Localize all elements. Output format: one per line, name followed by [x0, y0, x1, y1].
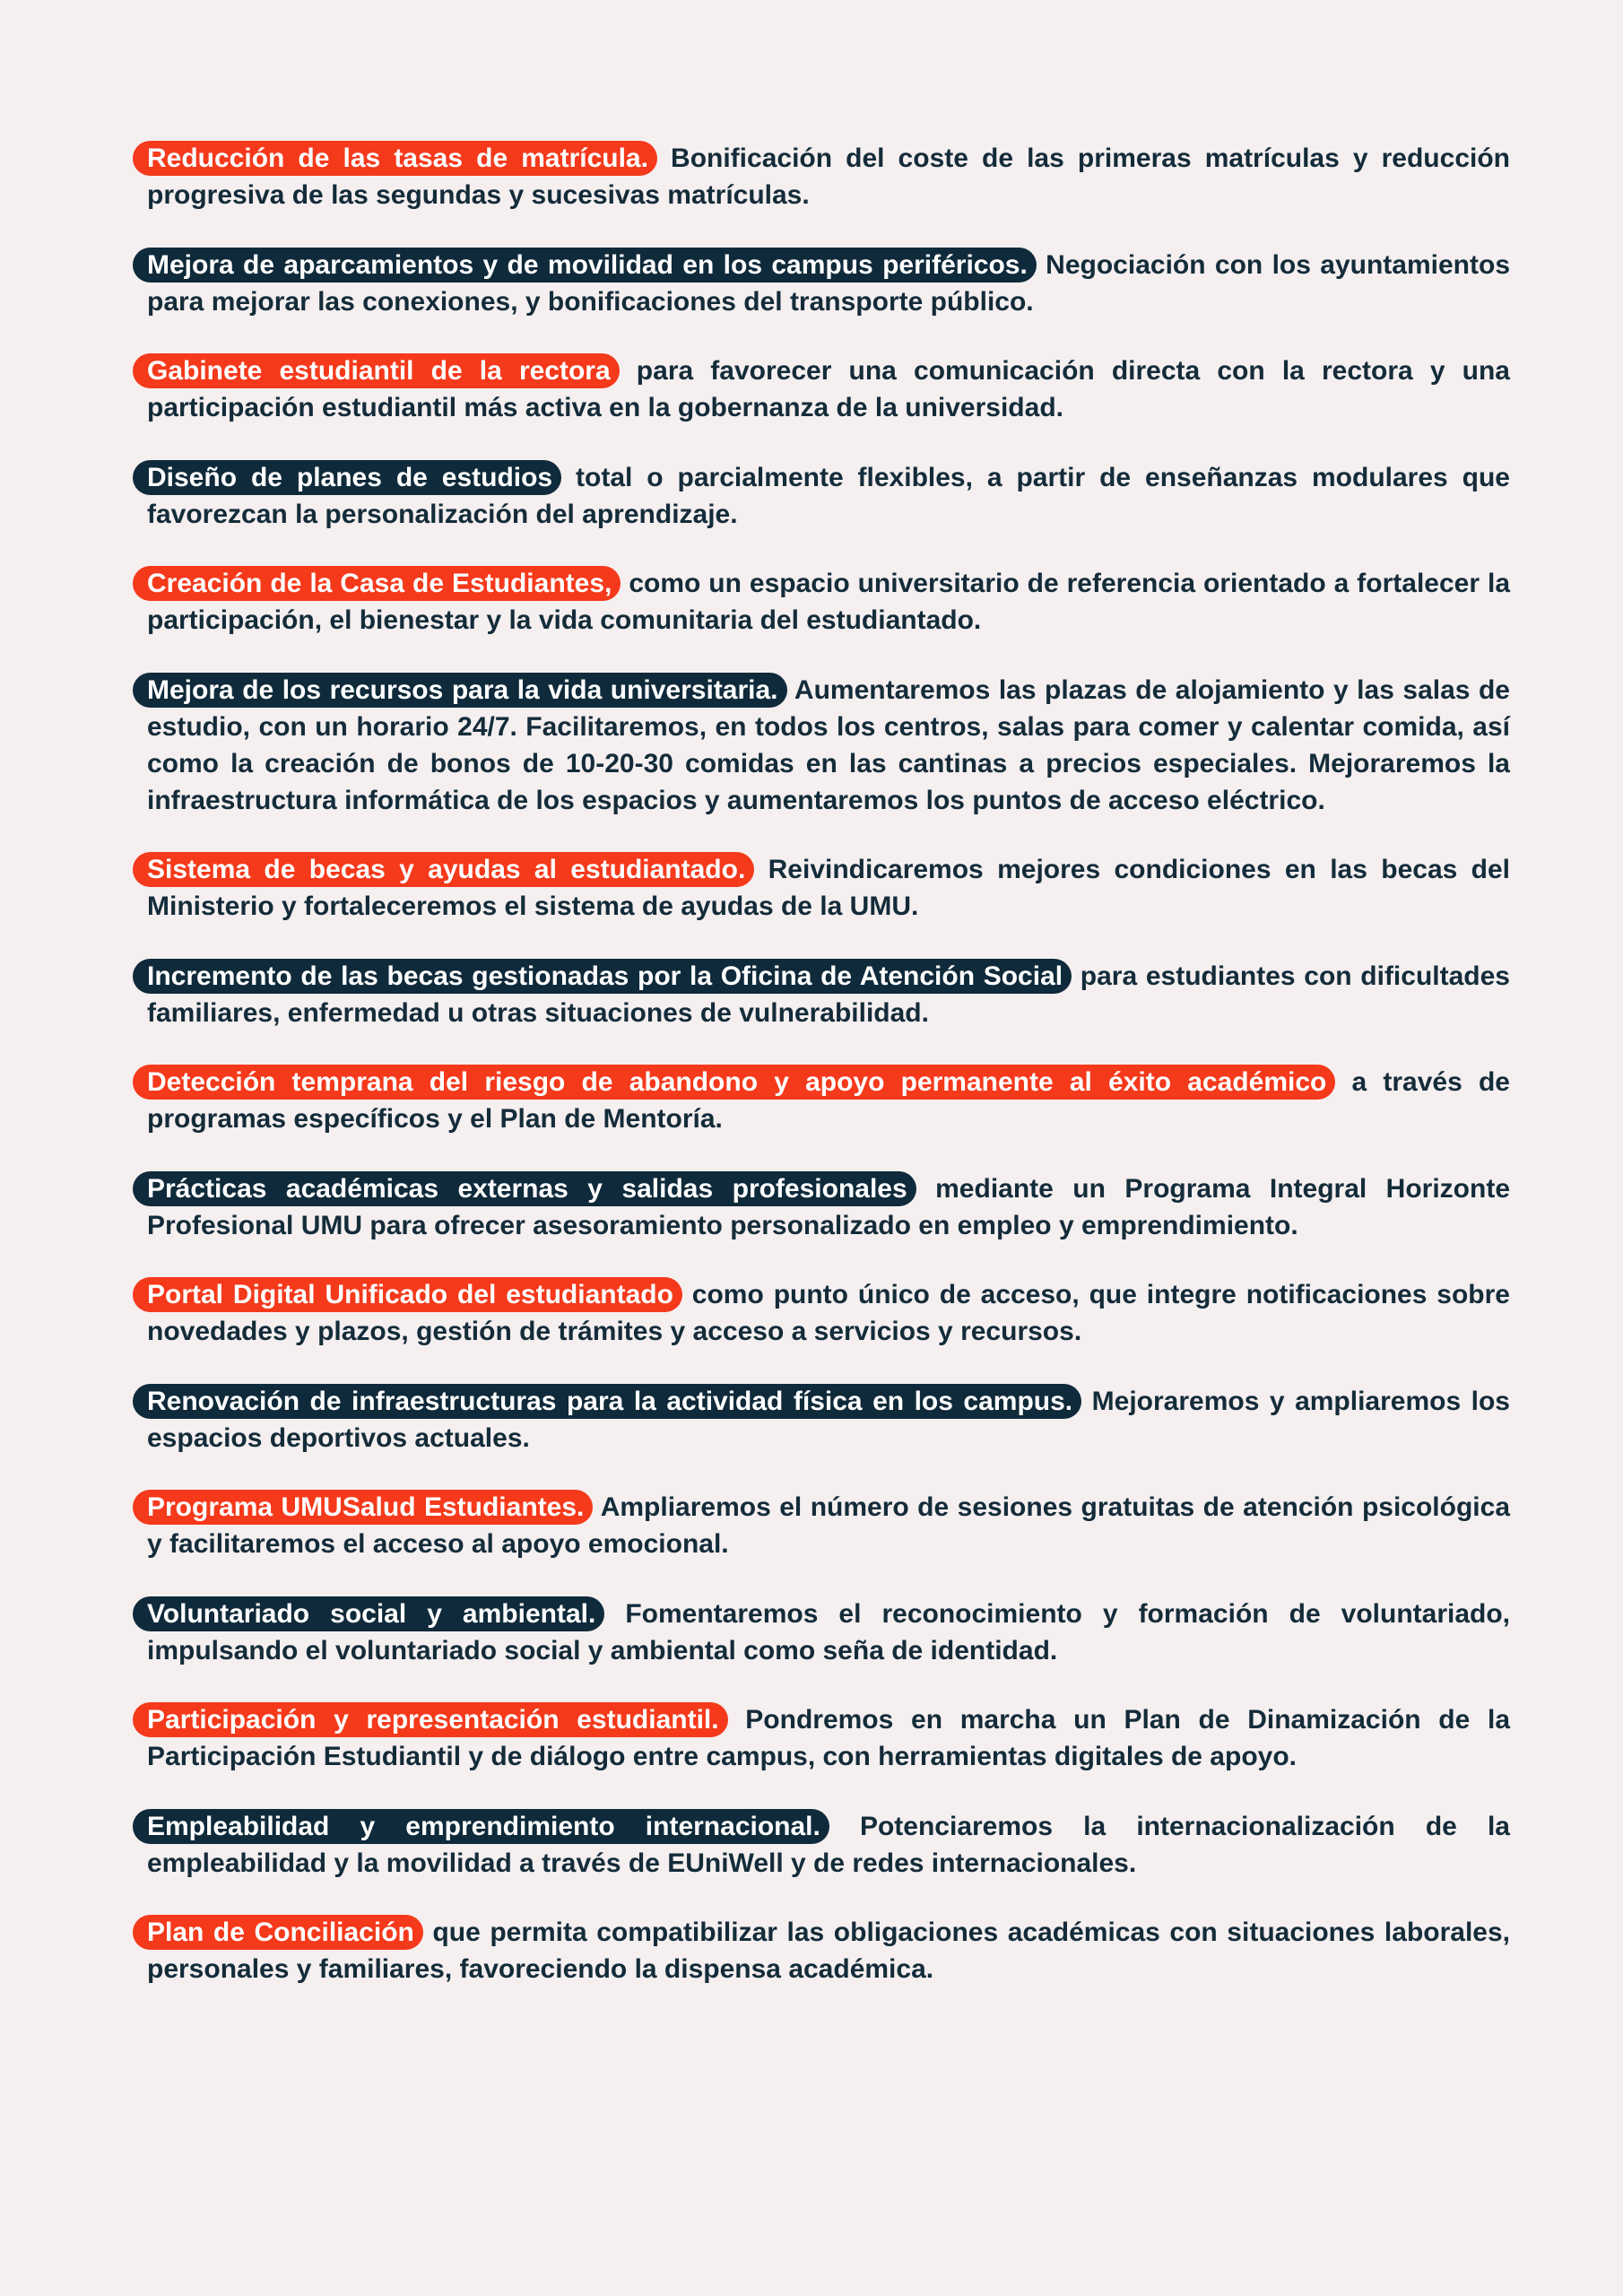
proposal-highlight: Detección temprana del riesgo de abandono y apoyo permanente al éxito académico	[133, 1065, 1335, 1100]
proposal-highlight: Programa UMUSalud Estudiantes.	[133, 1490, 593, 1525]
proposal-text: Reivindicaremos mejores condiciones en las becas del Ministerio y fortaleceremos el sistema de ayudas de la UMU.	[147, 855, 1510, 921]
proposal-highlight: Prácticas académicas externas y salidas profesionales	[133, 1171, 916, 1206]
proposal-highlight: Voluntariado social y ambiental.	[133, 1596, 604, 1631]
proposal-highlight: Sistema de becas y ayudas al estudiantado.	[133, 852, 754, 887]
proposal-text: para favorecer una comunicación directa con la rectora y una participación estudiantil más activa en la gobernanza de la universidad.	[147, 356, 1510, 422]
proposal-highlight: Reducción de las tasas de matrícula.	[133, 141, 657, 176]
proposal-highlight: Diseño de planes de estudios	[133, 460, 561, 495]
proposal-text: Fomentaremos el reconocimiento y formación de voluntariado, impulsando el voluntariado social y ambiental como seña de identidad.	[147, 1598, 1511, 1665]
proposal-text: que permita compatibilizar las obligaciones académicas con situaciones laborales, personales y familiares, favoreciendo la dispensa académica.	[147, 1918, 1510, 1984]
proposal-item-digital-portal	[133, 1276, 1510, 1350]
proposal-item-internships	[133, 1170, 1510, 1244]
proposal-item-cabinet	[133, 352, 1510, 426]
proposal-item-parking	[133, 247, 1510, 320]
proposal-item-volunteering	[133, 1596, 1510, 1669]
proposal-text: Bonificación del coste de las primeras matrículas y reducción progresiva de las segundas y sucesivas matrículas.	[147, 144, 1510, 210]
proposal-highlight: Mejora de los recursos para la vida universitaria.	[133, 673, 787, 708]
proposal-text: Potenciaremos la internacionalización de la empleabilidad y la movilidad a través de EUniWell y de redes internacionales.	[147, 1811, 1510, 1878]
proposal-highlight: Plan de Conciliación	[133, 1915, 423, 1950]
proposal-item-study-plans	[133, 459, 1510, 533]
proposal-highlight: Participación y representación estudiantil.	[133, 1702, 728, 1737]
proposal-item-scholarships	[133, 851, 1510, 925]
proposal-item-tuition	[133, 140, 1510, 213]
proposal-item-university-life	[133, 672, 1510, 819]
proposal-text: para estudiantes con dificultades familiares, enfermedad u otras situaciones de vulnerabilidad.	[147, 961, 1510, 1028]
proposal-text: Mejoraremos y ampliaremos los espacios deportivos actuales.	[147, 1386, 1510, 1453]
proposal-highlight: Renovación de infraestructuras para la actividad física en los campus.	[133, 1384, 1081, 1419]
proposal-highlight: Portal Digital Unificado del estudiantado	[133, 1277, 682, 1312]
proposal-item-employability	[133, 1808, 1510, 1882]
proposal-item-health	[133, 1489, 1510, 1562]
proposal-item-dropout	[133, 1064, 1510, 1137]
proposal-item-sports	[133, 1383, 1510, 1457]
proposal-item-conciliation	[133, 1914, 1510, 1987]
proposal-text: Ampliaremos el número de sesiones gratuitas de atención psicológica y facilitaremos el acceso al apoyo emocional.	[147, 1492, 1510, 1559]
proposal-text: como un espacio universitario de referencia orientado a fortalecer la participación, el bienestar y la vida comunitaria del estudiantado.	[147, 569, 1511, 635]
proposal-text: Aumentaremos las plazas de alojamiento y las salas de estudio, con un horario 24/7. Facilitaremos, en todos los centros, salas para comer y calentar comida, así como la creación de bonos de 10-20-30 comidas en las cantinas a precios especiales. Mejoraremos la infraestructura informática de los espacios y aumentaremos los puntos de acceso eléctrico.	[147, 674, 1510, 815]
proposal-text: mediante un Programa Integral Horizonte Profesional UMU para ofrecer asesoramiento personalizado en empleo y emprendimiento.	[147, 1173, 1511, 1240]
proposal-list	[133, 140, 1510, 2021]
proposal-text: Negociación con los ayuntamientos para mejorar las conexiones, y bonificaciones del transporte público.	[147, 249, 1511, 317]
proposal-item-social-office	[133, 958, 1510, 1031]
proposal-highlight: Empleabilidad y emprendimiento internacional.	[133, 1809, 829, 1844]
proposal-highlight: Creación de la Casa de Estudiantes,	[133, 566, 621, 601]
proposal-highlight: Mejora de aparcamientos y de movilidad en los campus periféricos.	[133, 248, 1037, 283]
proposal-item-participation	[133, 1701, 1510, 1775]
proposal-item-student-house	[133, 565, 1510, 639]
proposal-highlight: Incremento de las becas gestionadas por la Oficina de Atención Social	[133, 959, 1072, 994]
proposal-highlight: Gabinete estudiantil de la rectora	[133, 353, 620, 388]
proposal-text: Pondremos en marcha un Plan de Dinamización de la Participación Estudiantil y de diálogo entre campus, con herramientas digitales de apoyo.	[147, 1705, 1511, 1771]
proposal-text: a través de programas específicos y el Plan de Mentoría.	[147, 1067, 1510, 1134]
proposal-text: total o parcialmente flexibles, a partir de enseñanzas modulares que favorezcan la personalización del aprendizaje.	[147, 462, 1510, 529]
proposal-text: como punto único de acceso, que integre notificaciones sobre novedades y plazos, gestión de trámites y acceso a servicios y recursos.	[147, 1280, 1510, 1346]
